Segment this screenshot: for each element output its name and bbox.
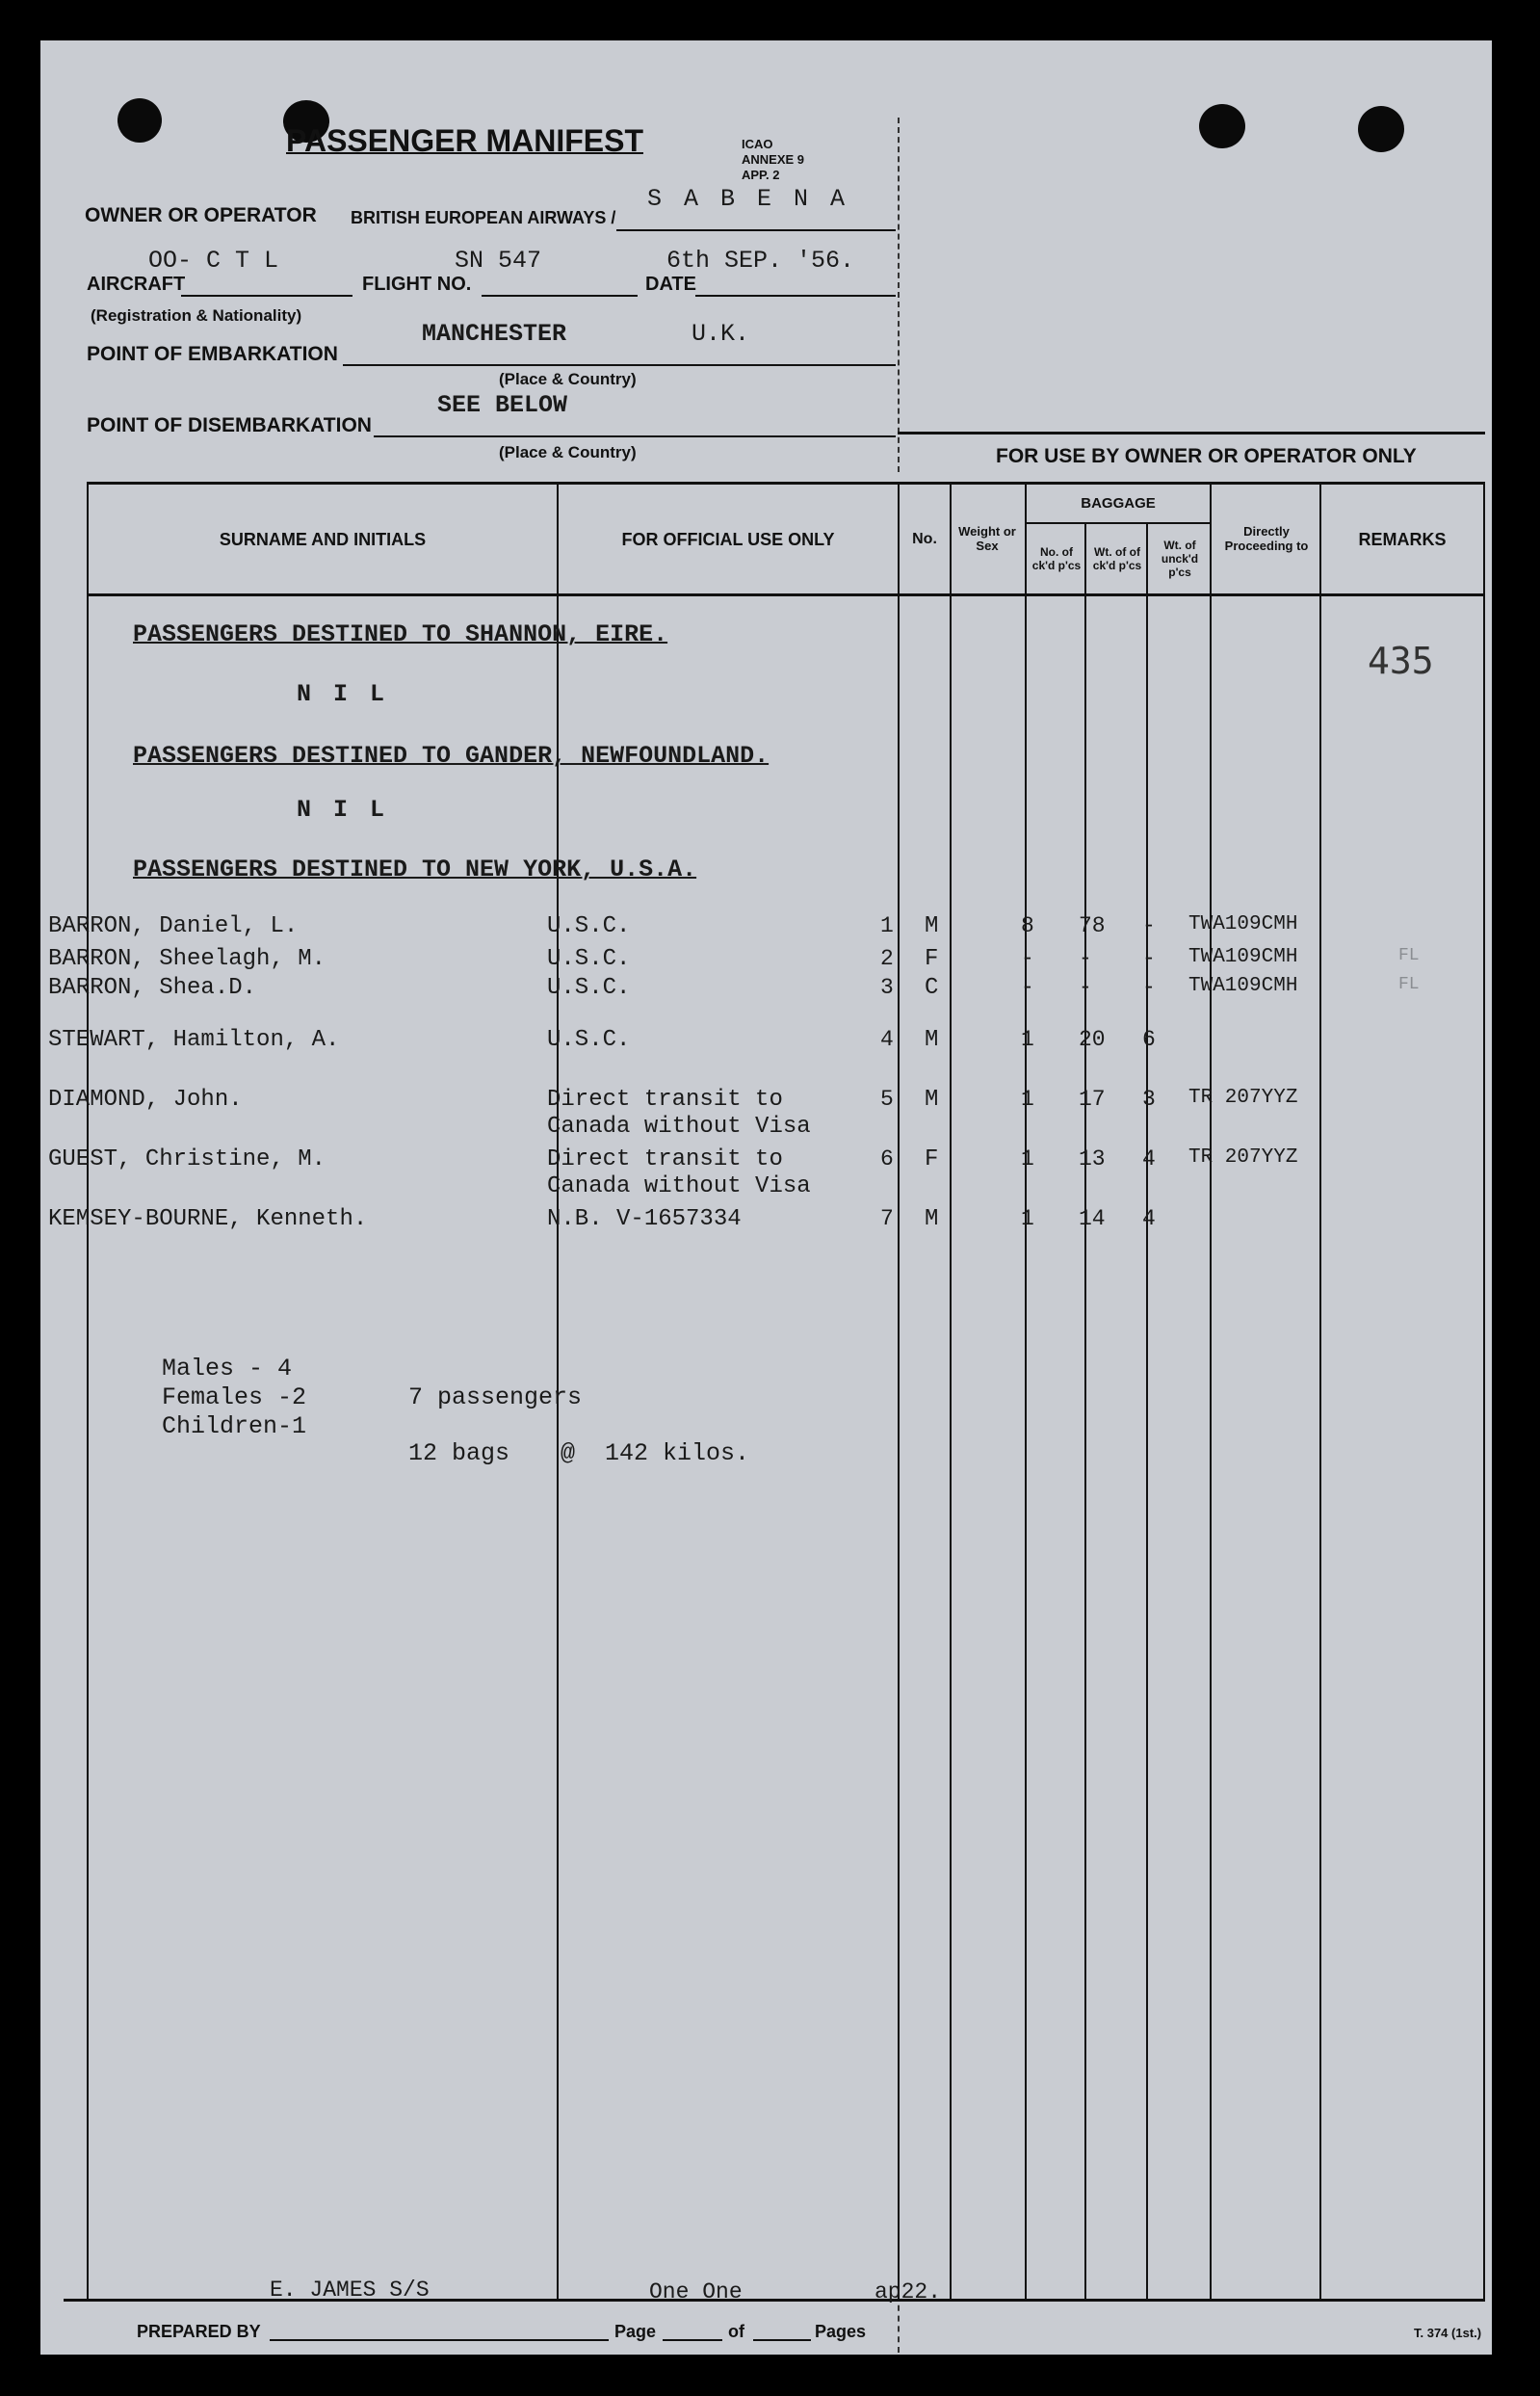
passenger-bags-checked: - bbox=[1021, 975, 1034, 1000]
passenger-sex: M bbox=[925, 1027, 939, 1053]
passenger-name: BARRON, Daniel, L. bbox=[48, 913, 299, 939]
passenger-remark: FL bbox=[1398, 946, 1420, 965]
flight-line bbox=[482, 295, 638, 297]
section-nil-gander: N I L bbox=[297, 796, 389, 824]
registration-note: (Registration & Nationality) bbox=[91, 306, 302, 325]
total-females: Females -2 bbox=[162, 1383, 307, 1411]
col-rule bbox=[1483, 482, 1485, 2299]
total-passengers: 7 passengers bbox=[408, 1383, 583, 1411]
passenger-name: KEMSEY-BOURNE, Kenneth. bbox=[48, 1206, 368, 1232]
passenger-bags-weight-unchecked: 3 bbox=[1142, 1087, 1156, 1112]
col-rule bbox=[898, 482, 900, 2299]
passenger-proceeding-to: TWA109CMH bbox=[1188, 913, 1298, 935]
aircraft-label: AIRCRAFT bbox=[87, 274, 186, 295]
total-bags: 12 bags bbox=[408, 1439, 510, 1467]
passenger-bags-weight-checked: 78 bbox=[1079, 913, 1106, 938]
prepared-by-label: PREPARED BY bbox=[137, 2322, 261, 2341]
total-kilos: 142 kilos. bbox=[605, 1439, 750, 1467]
disembarkation-line bbox=[374, 435, 896, 437]
disembarkation-value: SEE BELOW bbox=[437, 391, 568, 419]
embarkation-line bbox=[343, 364, 896, 366]
document-title: PASSENGER MANIFEST bbox=[286, 123, 643, 158]
icao-reference: ICAO ANNEXE 9 APP. 2 bbox=[742, 137, 805, 182]
passenger-number: 4 bbox=[880, 1027, 894, 1052]
passenger-number: 2 bbox=[880, 946, 894, 971]
passenger-official-note: Direct transit to bbox=[547, 1087, 783, 1113]
passenger-sex: M bbox=[925, 1087, 939, 1113]
page-line bbox=[663, 2339, 722, 2341]
col-rule bbox=[87, 482, 89, 2299]
disembarkation-label: POINT OF DISEMBARKATION bbox=[87, 414, 372, 436]
section-heading-gander: PASSENGERS DESTINED TO GANDER, NEWFOUNDLAND. bbox=[133, 742, 770, 770]
of-label: of bbox=[728, 2322, 744, 2341]
flight-label: FLIGHT NO. bbox=[362, 274, 472, 295]
passenger-bags-weight-unchecked: 4 bbox=[1142, 1146, 1156, 1172]
col-rule bbox=[1319, 482, 1321, 2299]
pages-label: Pages bbox=[815, 2322, 867, 2341]
passenger-name: BARRON, Shea.D. bbox=[48, 975, 257, 1001]
page-count-typed: One One bbox=[649, 2279, 743, 2304]
header-official-use: FOR OFFICIAL USE ONLY bbox=[621, 529, 835, 549]
punch-hole bbox=[1358, 106, 1404, 152]
col-rule bbox=[1084, 522, 1086, 2299]
passenger-bags-checked: 1 bbox=[1021, 1087, 1034, 1112]
of-line bbox=[753, 2339, 811, 2341]
passenger-official-note: U.S.C. bbox=[547, 946, 631, 972]
passenger-official-note: N.B. V-1657334 bbox=[547, 1206, 742, 1232]
header-remarks: REMARKS bbox=[1358, 529, 1447, 549]
passenger-bags-weight-unchecked: - bbox=[1142, 975, 1156, 1000]
date-line bbox=[695, 295, 896, 297]
passenger-name: STEWART, Hamilton, A. bbox=[48, 1027, 340, 1053]
punch-hole bbox=[1199, 104, 1245, 148]
section-heading-new-york: PASSENGERS DESTINED TO NEW YORK, U.S.A. bbox=[133, 856, 697, 883]
passenger-sex: M bbox=[925, 913, 939, 939]
owner-use-only-label: FOR USE BY OWNER OR OPERATOR ONLY bbox=[996, 445, 1417, 467]
remarks-number: 435 bbox=[1368, 640, 1434, 682]
header-number: No. bbox=[912, 530, 937, 547]
embarkation-label: POINT OF EMBARKATION bbox=[87, 343, 338, 365]
place-country-note: (Place & Country) bbox=[499, 443, 637, 461]
aircraft-line bbox=[181, 295, 352, 297]
passenger-proceeding-to: TR 207YYZ bbox=[1188, 1146, 1298, 1169]
col-rule bbox=[1146, 522, 1148, 2299]
passenger-bags-weight-checked: 17 bbox=[1079, 1087, 1106, 1112]
flight-value: SN 547 bbox=[455, 247, 542, 275]
date-value: 6th SEP. '56. bbox=[666, 247, 855, 275]
passenger-bags-weight-checked: 13 bbox=[1079, 1146, 1106, 1172]
aircraft-value: OO- C T L bbox=[148, 247, 279, 275]
date-stamp: ap22. bbox=[874, 2279, 942, 2304]
passenger-official-note-2: Canada without Visa bbox=[547, 1114, 811, 1140]
passenger-name: DIAMOND, John. bbox=[48, 1087, 243, 1113]
passenger-number: 1 bbox=[880, 913, 894, 938]
passenger-number: 5 bbox=[880, 1087, 894, 1112]
passenger-sex: M bbox=[925, 1206, 939, 1232]
passenger-bags-weight-unchecked: - bbox=[1142, 946, 1156, 971]
passenger-sex: C bbox=[925, 975, 939, 1001]
manifest-sheet bbox=[40, 40, 1492, 2355]
passenger-bags-weight-checked: - bbox=[1079, 946, 1092, 971]
passenger-remark: FL bbox=[1398, 975, 1420, 994]
table-top-rule bbox=[87, 482, 1485, 485]
passenger-proceeding-to: TWA109CMH bbox=[1188, 975, 1298, 997]
total-males: Males - 4 bbox=[162, 1355, 293, 1382]
passenger-bags-weight-checked: 14 bbox=[1079, 1206, 1106, 1231]
table-header-rule bbox=[87, 593, 1485, 596]
header-bags-checked-count: No. of ck'd p'cs bbox=[1031, 545, 1082, 572]
baggage-subrule bbox=[1025, 522, 1210, 524]
place-country-note: (Place & Country) bbox=[499, 370, 637, 388]
passenger-name: BARRON, Sheelagh, M. bbox=[48, 946, 326, 972]
signature-name: E. JAMES S/S bbox=[270, 2278, 430, 2303]
embarkation-country: U.K. bbox=[692, 320, 750, 348]
header-bags-checked-weight: Wt. of of ck'd p'cs bbox=[1092, 545, 1142, 572]
form-number: T. 374 (1st.) bbox=[1414, 2326, 1482, 2340]
passenger-bags-weight-checked: - bbox=[1079, 975, 1092, 1000]
passenger-bags-checked: 1 bbox=[1021, 1206, 1034, 1231]
passenger-official-note-2: Canada without Visa bbox=[547, 1173, 811, 1199]
owner-label: OWNER OR OPERATOR bbox=[85, 204, 317, 226]
passenger-official-note: U.S.C. bbox=[547, 913, 631, 939]
date-label: DATE bbox=[645, 274, 696, 295]
header-directly-proceeding: Directly Proceeding to bbox=[1224, 524, 1309, 553]
header-surname: SURNAME AND INITIALS bbox=[219, 529, 427, 549]
owner-line bbox=[616, 229, 896, 231]
at-sign: @ bbox=[561, 1439, 576, 1467]
passenger-official-note: U.S.C. bbox=[547, 975, 631, 1001]
passenger-bags-weight-checked: 20 bbox=[1079, 1027, 1106, 1052]
passenger-bags-weight-unchecked: 4 bbox=[1142, 1206, 1156, 1231]
passenger-bags-checked: 1 bbox=[1021, 1146, 1034, 1172]
passenger-bags-checked: 8 bbox=[1021, 913, 1034, 938]
owner-use-top-rule bbox=[898, 432, 1485, 434]
passenger-official-note: Direct transit to bbox=[547, 1146, 783, 1172]
passenger-sex: F bbox=[925, 1146, 939, 1172]
punch-hole bbox=[117, 98, 162, 143]
passenger-name: GUEST, Christine, M. bbox=[48, 1146, 326, 1172]
col-rule bbox=[950, 482, 952, 2299]
passenger-proceeding-to: TR 207YYZ bbox=[1188, 1087, 1298, 1109]
passenger-bags-weight-unchecked: 6 bbox=[1142, 1027, 1156, 1052]
passenger-official-note: U.S.C. bbox=[547, 1027, 631, 1053]
passenger-bags-checked: 1 bbox=[1021, 1027, 1034, 1052]
perforation-line bbox=[898, 118, 900, 472]
section-heading-shannon: PASSENGERS DESTINED TO SHANNON, EIRE. bbox=[133, 620, 668, 648]
passenger-bags-weight-unchecked: - bbox=[1142, 913, 1156, 938]
owner-printed: BRITISH EUROPEAN AIRWAYS / bbox=[351, 208, 616, 227]
header-baggage: BAGGAGE bbox=[1081, 495, 1156, 513]
prepared-by-line bbox=[270, 2339, 609, 2341]
passenger-proceeding-to: TWA109CMH bbox=[1188, 946, 1298, 968]
embarkation-value: MANCHESTER bbox=[422, 320, 567, 348]
header-weight-sex: Weight or Sex bbox=[958, 524, 1016, 553]
header-bags-unchecked-weight: Wt. of unck'd p'cs bbox=[1161, 539, 1199, 579]
col-rule bbox=[1210, 482, 1212, 2299]
passenger-number: 7 bbox=[880, 1206, 894, 1231]
owner-value: S A B E N A bbox=[647, 185, 849, 213]
col-rule bbox=[1025, 482, 1027, 2299]
section-nil-shannon: N I L bbox=[297, 680, 389, 708]
passenger-sex: F bbox=[925, 946, 939, 972]
passenger-bags-checked: - bbox=[1021, 946, 1034, 971]
passenger-number: 3 bbox=[880, 975, 894, 1000]
total-children: Children-1 bbox=[162, 1412, 307, 1440]
page-label: Page bbox=[614, 2322, 657, 2341]
passenger-number: 6 bbox=[880, 1146, 894, 1172]
